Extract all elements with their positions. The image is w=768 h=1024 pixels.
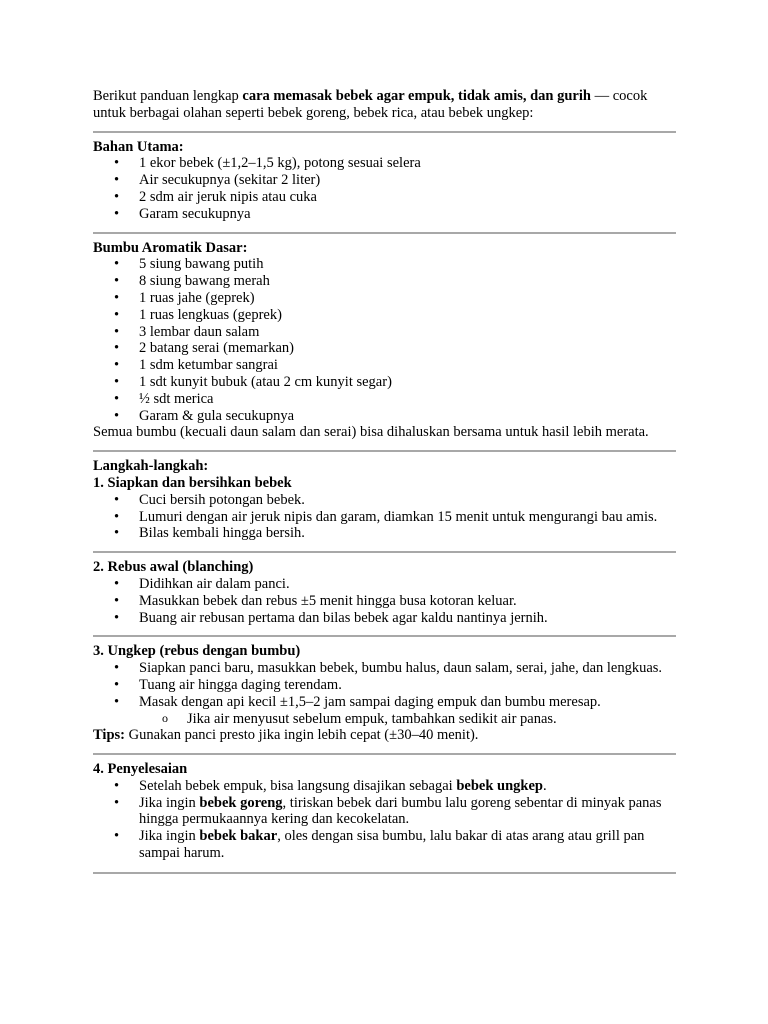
- intro-text: Berikut panduan lengkap: [93, 88, 243, 104]
- divider: [93, 450, 676, 452]
- list-item: • Buang air rebusan pertama dan bilas bebek agar kaldu nantinya jernih.: [93, 610, 676, 627]
- list-item: • Masak dengan api kecil ±1,5–2 jam sampai daging empuk dan bumbu meresap.: [93, 694, 676, 711]
- tips-paragraph: [93, 727, 676, 744]
- step3-list: [93, 660, 676, 710]
- list-item: • 1 ekor bebek (±1,2–1,5 kg), potong sesuai selera: [93, 155, 676, 172]
- step4-list: [93, 778, 676, 862]
- bahan-list: [93, 155, 676, 222]
- bumbu-heading: Bumbu Aromatik Dasar:: [93, 239, 248, 256]
- sub-list-item: o Jika air menyusut sebelum empuk, tambahkan sedikit air panas.: [93, 711, 676, 728]
- item-bold-text: bebek bakar: [199, 828, 278, 845]
- list-item: • 2 sdm air jeruk nipis atau cuka: [93, 189, 676, 206]
- list-item: • Garam & gula secukupnya: [93, 408, 676, 425]
- bumbu-list: [93, 256, 676, 424]
- step3-sublist: [93, 711, 676, 728]
- intro-paragraph: [93, 88, 676, 122]
- list-item: • Masukkan bebek dan rebus ±5 menit hingga busa kotoran keluar.: [93, 593, 676, 610]
- step2-list: [93, 576, 676, 626]
- item-bold-text: bebek ungkep: [456, 777, 543, 794]
- list-item: • Bilas kembali hingga bersih.: [93, 525, 676, 542]
- list-item: • Cuci bersih potongan bebek.: [93, 492, 676, 509]
- intro-bold-text: cara memasak bebek agar empuk, tidak amis, dan gurih: [242, 88, 591, 104]
- divider: [93, 551, 676, 553]
- list-item: • 2 batang serai (memarkan): [93, 340, 676, 357]
- list-item: • 1 sdm ketumbar sangrai: [93, 357, 676, 374]
- divider: [93, 753, 676, 755]
- item-text-end: .: [542, 777, 547, 794]
- step1-list: [93, 492, 676, 542]
- item-text: Setelah bebek empuk, bisa langsung disajikan sebagai: [139, 777, 457, 794]
- document-page: [93, 88, 676, 874]
- item-text-end: , oles dengan sisa bumbu, lalu bakar di atas arang atau grill pan sampai harum.: [139, 828, 645, 862]
- list-item: [93, 778, 676, 795]
- divider: [93, 232, 676, 234]
- list-item: • Air secukupnya (sekitar 2 liter): [93, 172, 676, 189]
- list-item: • 3 lembar daun salam: [93, 324, 676, 341]
- item-text-end: , tiriskan bebek dari bumbu lalu goreng sebentar di minyak panas hingga permukaannya kering dan kecokelatan.: [139, 794, 662, 828]
- langkah-heading: Langkah-langkah:: [93, 458, 209, 475]
- list-item: [93, 795, 676, 829]
- list-item: • 1 ruas lengkuas (geprek): [93, 307, 676, 324]
- step1-title: 1. Siapkan dan bersihkan bebek: [93, 474, 292, 491]
- item-text: Jika ingin: [139, 828, 200, 845]
- divider: [93, 872, 676, 874]
- list-item: • 1 sdt kunyit bubuk (atau 2 cm kunyit segar): [93, 374, 676, 391]
- tips-label: Tips:: [93, 727, 125, 744]
- list-item: • Didihkan air dalam panci.: [93, 576, 676, 593]
- bumbu-note: Semua bumbu (kecuali daun salam dan serai) bisa dihaluskan bersama untuk hasil lebih merata.: [93, 424, 649, 441]
- list-item: • 8 siung bawang merah: [93, 273, 676, 290]
- item-text: Jika ingin: [139, 794, 200, 811]
- list-item: • 1 ruas jahe (geprek): [93, 290, 676, 307]
- step4-title: 4. Penyelesaian: [93, 761, 188, 778]
- list-item: • Tuang air hingga daging terendam.: [93, 677, 676, 694]
- intro-text-end: — cocok untuk berbagai olahan seperti bebek goreng, bebek rica, atau bebek ungkep:: [93, 88, 648, 121]
- tips-text: Gunakan panci presto jika ingin lebih cepat (±30–40 menit).: [124, 727, 479, 744]
- step2-title: 2. Rebus awal (blanching): [93, 559, 254, 576]
- list-item: • ½ sdt merica: [93, 391, 676, 408]
- list-item: • Siapkan panci baru, masukkan bebek, bumbu halus, daun salam, serai, jahe, dan lengkuas.: [93, 660, 676, 677]
- divider: [93, 131, 676, 133]
- list-item: [93, 828, 676, 862]
- step3-title: 3. Ungkep (rebus dengan bumbu): [93, 643, 301, 660]
- item-bold-text: bebek goreng: [199, 794, 283, 811]
- list-item: • Lumuri dengan air jeruk nipis dan garam, diamkan 15 menit untuk mengurangi bau amis.: [93, 509, 676, 526]
- list-item: • 5 siung bawang putih: [93, 256, 676, 273]
- bahan-heading: Bahan Utama:: [93, 138, 184, 155]
- list-item: • Garam secukupnya: [93, 206, 676, 223]
- divider: [93, 635, 676, 637]
